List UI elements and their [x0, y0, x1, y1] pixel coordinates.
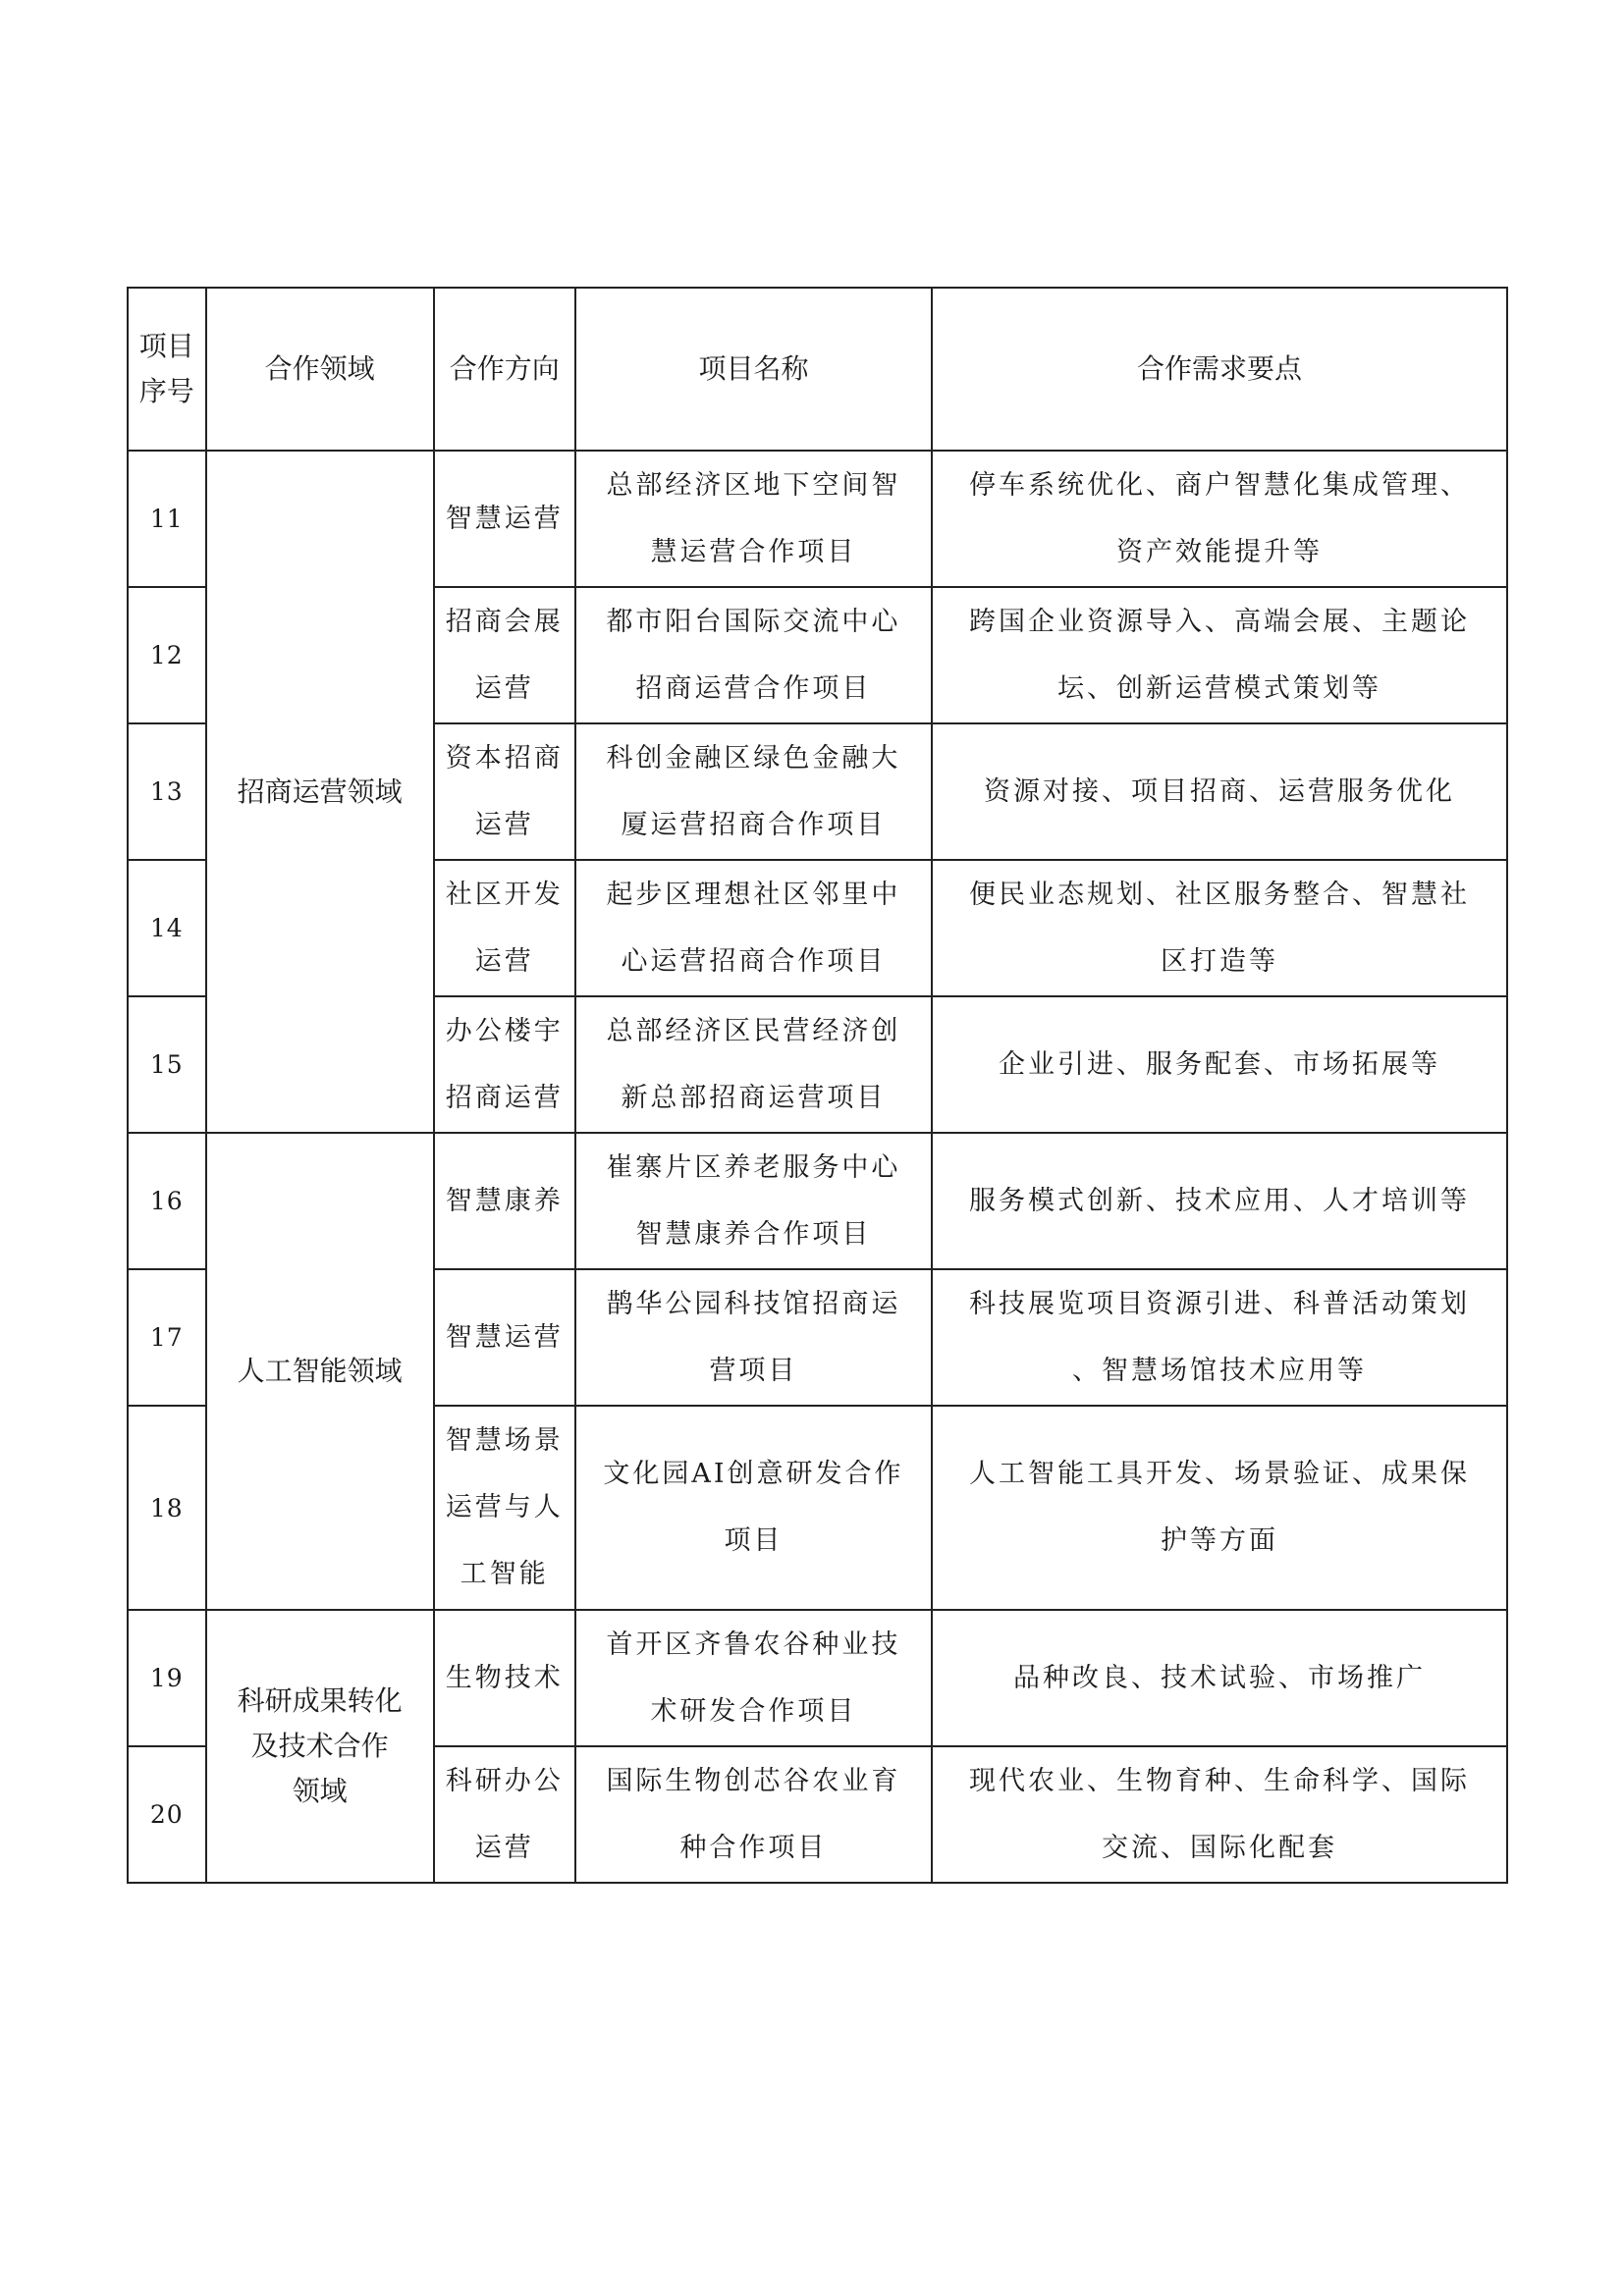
header-cooperation-direction: 合作方向 [434, 288, 575, 451]
project-number: 15 [128, 996, 206, 1133]
project-number: 17 [128, 1269, 206, 1406]
cooperation-direction: 生物技术 [434, 1610, 575, 1746]
project-number: 20 [128, 1746, 206, 1883]
project-number: 16 [128, 1133, 206, 1269]
project-number: 13 [128, 723, 206, 860]
cooperation-needs: 跨国企业资源导入、高端会展、主题论 坛、创新运营模式策划等 [932, 587, 1507, 723]
project-name: 总部经济区民营经济创 新总部招商运营项目 [575, 996, 932, 1133]
project-number: 11 [128, 451, 206, 587]
cooperation-needs: 便民业态规划、社区服务整合、智慧社 区打造等 [932, 860, 1507, 996]
project-number: 12 [128, 587, 206, 723]
project-number: 19 [128, 1610, 206, 1746]
cooperation-field-research: 科研成果转化 及技术合作 领域 [206, 1610, 434, 1883]
cooperation-needs: 科技展览项目资源引进、科普活动策划 、智慧场馆技术应用等 [932, 1269, 1507, 1406]
cooperation-direction: 智慧运营 [434, 451, 575, 587]
cooperation-needs: 现代农业、生物育种、生命科学、国际 交流、国际化配套 [932, 1746, 1507, 1883]
cooperation-needs: 人工智能工具开发、场景验证、成果保 护等方面 [932, 1406, 1507, 1610]
cooperation-needs: 停车系统优化、商户智慧化集成管理、 资产效能提升等 [932, 451, 1507, 587]
cooperation-direction: 智慧康养 [434, 1133, 575, 1269]
project-name: 鹊华公园科技馆招商运 营项目 [575, 1269, 932, 1406]
cooperation-needs: 资源对接、项目招商、运营服务优化 [932, 723, 1507, 860]
project-name: 总部经济区地下空间智 慧运营合作项目 [575, 451, 932, 587]
project-number: 14 [128, 860, 206, 996]
cooperation-needs: 服务模式创新、技术应用、人才培训等 [932, 1133, 1507, 1269]
project-name: 文化园AI创意研发合作 项目 [575, 1406, 932, 1610]
table-row [128, 1610, 1507, 1746]
project-name: 科创金融区绿色金融大 厦运营招商合作项目 [575, 723, 932, 860]
cooperation-projects-table [127, 287, 1508, 1884]
header-cooperation-needs: 合作需求要点 [932, 288, 1507, 451]
cooperation-direction: 科研办公 运营 [434, 1746, 575, 1883]
project-name: 首开区齐鲁农谷种业技 术研发合作项目 [575, 1610, 932, 1746]
header-project-number: 项目 序号 [128, 288, 206, 451]
cooperation-direction: 招商会展 运营 [434, 587, 575, 723]
table-row [128, 1133, 1507, 1269]
project-name: 崔寨片区养老服务中心 智慧康养合作项目 [575, 1133, 932, 1269]
project-name: 起步区理想社区邻里中 心运营招商合作项目 [575, 860, 932, 996]
cooperation-needs: 品种改良、技术试验、市场推广 [932, 1610, 1507, 1746]
header-project-name: 项目名称 [575, 288, 932, 451]
table-header-row [128, 288, 1507, 451]
cooperation-direction: 社区开发 运营 [434, 860, 575, 996]
cooperation-field-investment: 招商运营领域 [206, 451, 434, 1133]
project-name: 国际生物创芯谷农业育 种合作项目 [575, 1746, 932, 1883]
cooperation-direction: 智慧运营 [434, 1269, 575, 1406]
cooperation-needs: 企业引进、服务配套、市场拓展等 [932, 996, 1507, 1133]
project-number: 18 [128, 1406, 206, 1610]
header-cooperation-field: 合作领域 [206, 288, 434, 451]
project-name: 都市阳台国际交流中心 招商运营合作项目 [575, 587, 932, 723]
cooperation-direction: 智慧场景 运营与人 工智能 [434, 1406, 575, 1610]
table-row [128, 451, 1507, 587]
cooperation-direction: 办公楼宇 招商运营 [434, 996, 575, 1133]
cooperation-direction: 资本招商 运营 [434, 723, 575, 860]
cooperation-field-ai: 人工智能领域 [206, 1133, 434, 1610]
